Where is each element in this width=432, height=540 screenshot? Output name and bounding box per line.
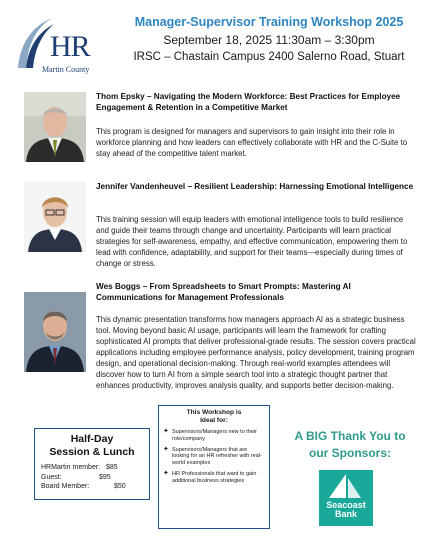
sparkle-bullet-icon: ✦ bbox=[163, 445, 169, 453]
speaker-photo-thom-epsky bbox=[24, 92, 86, 162]
ideal-for-title-line2: Ideal for: bbox=[200, 417, 228, 424]
ideal-for-box bbox=[158, 405, 270, 529]
price-row-board-member bbox=[41, 482, 143, 492]
price-label: HRMartin member: bbox=[41, 464, 101, 471]
ideal-for-item-text: Supervisors/Managers that are looking for an HR refresher with real-world examples bbox=[172, 446, 262, 467]
sail-icon bbox=[319, 472, 373, 502]
pricing-box bbox=[34, 428, 150, 500]
ideal-for-title bbox=[163, 409, 265, 425]
workshop-venue: IRSC – Chastain Campus 2400 Salerno Road, Stuart bbox=[133, 51, 405, 63]
sparkle-bullet-icon: ✦ bbox=[163, 469, 169, 477]
sparkle-bullet-icon: ✦ bbox=[163, 428, 169, 435]
sponsor-name bbox=[319, 501, 373, 519]
price-value: $95 bbox=[99, 473, 111, 481]
speaker-photo-wes-boggs bbox=[24, 292, 86, 372]
workshop-date-time: September 18, 2025 11:30am – 3:30pm bbox=[163, 33, 375, 47]
price-label: Guest: bbox=[41, 473, 62, 481]
ideal-for-item-text: HR Professionals that want to gain additional business strategies bbox=[172, 470, 257, 484]
speaker-3-title: Wes Boggs – From Spreadsheets to Smart Prompts: Mastering AI Communications for Management Professionals bbox=[96, 282, 351, 302]
price-label: Board Member: bbox=[41, 483, 90, 490]
speaker-1-description: This program is designed for managers and supervisors to gain insight into their role in workforce planning and how leaders can effectively collaborate with HR and the C-Suite to stay ahead of the competitive talent market. bbox=[96, 127, 408, 158]
speaker-photo-jennifer-vandenheuvel bbox=[24, 182, 86, 252]
ideal-for-item bbox=[163, 471, 265, 485]
logo-swoosh-icon bbox=[14, 14, 54, 70]
ideal-for-title-line1: This Workshop is bbox=[186, 409, 242, 416]
ideal-for-item-text: Supervisors/Managers new to their role/company bbox=[172, 429, 257, 442]
price-row-member bbox=[41, 463, 143, 473]
price-value: $85 bbox=[106, 464, 118, 471]
sponsor-name-line1: Seacoast bbox=[326, 500, 366, 510]
sponsor-thanks-heading bbox=[280, 428, 420, 462]
price-value: $50 bbox=[114, 483, 126, 490]
seacoast-bank-logo bbox=[319, 470, 373, 526]
logo-hr-text: HR bbox=[50, 30, 90, 63]
workshop-title: Manager-Supervisor Training Workshop 2025 bbox=[134, 15, 404, 29]
sponsor-name-line2: Bank bbox=[334, 509, 357, 519]
sponsor-thanks-line1: A BIG Thank You to bbox=[294, 429, 406, 443]
speaker-2-title: Jennifer Vandenheuvel – Resilient Leadership: Harnessing Emotional Intelligence bbox=[96, 182, 414, 191]
ideal-for-item bbox=[163, 429, 265, 443]
pricing-title-line1: Half-Day bbox=[70, 433, 114, 445]
logo-county-text: Martin County bbox=[42, 65, 90, 74]
ideal-for-item bbox=[163, 447, 265, 467]
pricing-title-line2: Session & Lunch bbox=[49, 445, 135, 458]
speaker-1-title: Thom Epsky – Navigating the Modern Workforce: Best Practices for Employee Engagement & Retention in a Competitive Market bbox=[96, 92, 401, 112]
speaker-3-description: This dynamic presentation transforms how managers approach AI as a strategic business tool. Moving beyond basic AI usage, participants will learn the framework for crafting sophisticated AI prompts that deliver professional-grade results. The session covers practical applications including employee performance analysis, policy development, training program design, and operational decision-making. Through real-world examples attendees will discover how to turn AI from a simple search tool into a strategic thought partner that enhances productivity, improves analysis quality, and supports better decision-making. bbox=[96, 315, 416, 390]
hr-martin-county-logo bbox=[14, 14, 106, 72]
speaker-2-description: This training session will equip leaders with emotional intelligence tools to build resilience and guide their teams through change and uncertainty. Participants will learn practical strategies for self-awareness, empathy, and effective communication, empowering them to lead with confidence, adaptability, and support for their teams—especially during times of change or stress. bbox=[96, 215, 408, 268]
sponsor-thanks-line2: our Sponsors: bbox=[308, 446, 391, 460]
price-row-guest bbox=[41, 473, 143, 483]
